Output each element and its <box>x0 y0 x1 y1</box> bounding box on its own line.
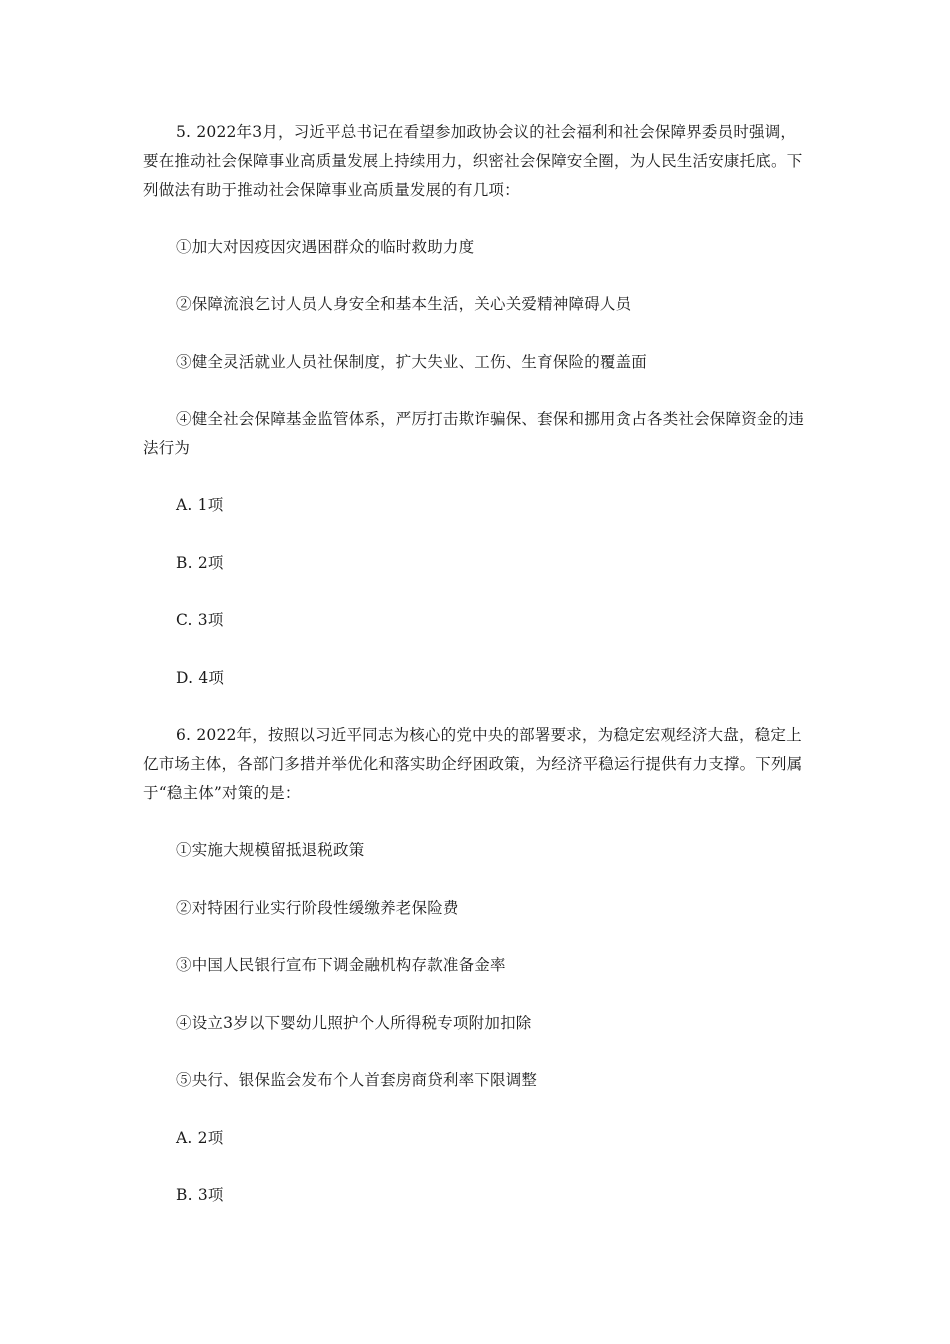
question-6-option-a: A. 2项 <box>176 1129 224 1147</box>
question-6-item-2: ②对特困行业实行阶段性缓缴养老保险费 <box>176 899 459 917</box>
question-5-option-b: B. 2项 <box>176 554 224 572</box>
question-5-item-4: ④健全社会保障基金监管体系，严厉打击欺诈骗保、套保和挪用贪占各类社会保障资金的违法行为 <box>143 410 805 457</box>
question-5-item-3: ③健全灵活就业人员社保制度，扩大失业、工伤、生育保险的覆盖面 <box>176 353 648 371</box>
question-6-option-b: B. 3项 <box>176 1186 224 1204</box>
question-6-stem: 6. 2022年，按照以习近平同志为核心的党中央的部署要求，为稳定宏观经济大盘，稳定上亿市场主体，各部门多措并举优化和落实助企纾困政策，为经济平稳运行提供有力支撑。下列属于“稳主体”对策的是： <box>143 726 803 802</box>
question-6-item-5: ⑤央行、银保监会发布个人首套房商贷利率下限调整 <box>176 1071 538 1089</box>
question-5-stem: 5. 2022年3月，习近平总书记在看望参加政协会议的社会福利和社会保障界委员时强调，要在推动社会保障事业高质量发展上持续用力，织密社会保障安全圈，为人民生活安康托底。下列做法有助于推动社会保障事业高质量发展的有几项： <box>143 123 803 199</box>
question-5-option-d: D. 4项 <box>176 669 225 687</box>
question-6-item-1: ①实施大规模留抵退税政策 <box>176 841 365 859</box>
question-5-option-a: A. 1项 <box>176 496 224 514</box>
question-6-item-3: ③中国人民银行宣布下调金融机构存款准备金率 <box>176 956 506 974</box>
question-6-item-4: ④设立3岁以下婴幼儿照护个人所得税专项附加扣除 <box>176 1014 532 1032</box>
question-5-item-2: ②保障流浪乞讨人员人身安全和基本生活，关心关爱精神障碍人员 <box>176 295 632 313</box>
question-5-item-1: ①加大对因疫因灾遇困群众的临时救助力度 <box>176 238 475 256</box>
question-5-option-c: C. 3项 <box>176 611 224 629</box>
